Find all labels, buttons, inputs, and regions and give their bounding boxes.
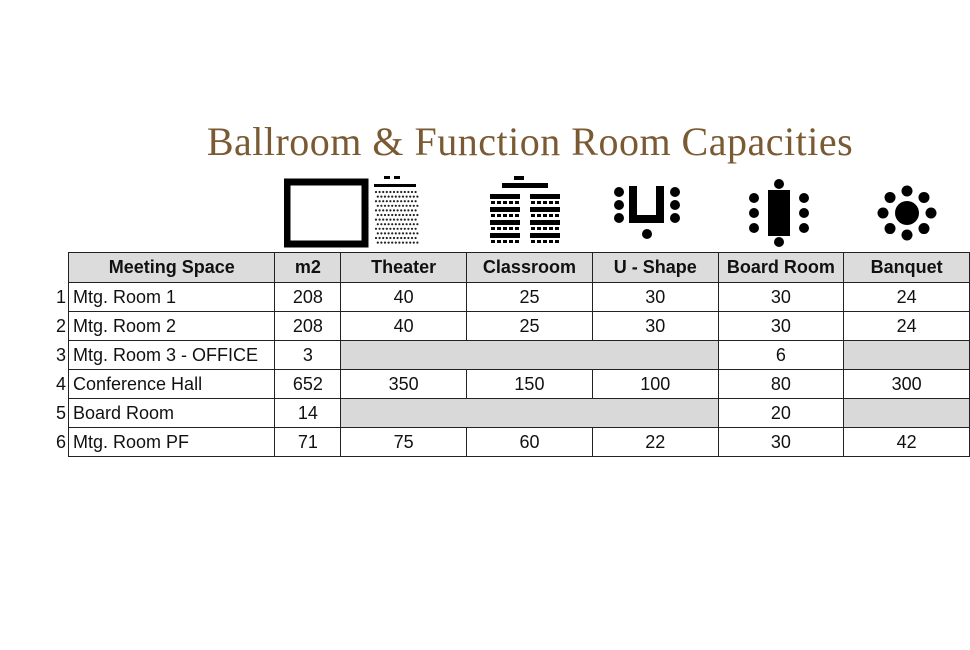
- classroom-layout-icon: [488, 176, 564, 246]
- row-number: 2: [55, 316, 66, 336]
- cell-name: Mtg. Room 3 - OFFICE: [69, 341, 275, 370]
- cell-u-shape: 30: [592, 283, 718, 312]
- page-title: Ballroom & Function Room Capacities: [206, 119, 854, 164]
- row-number: 1: [55, 287, 66, 307]
- cell-name: Mtg. Room PF: [69, 428, 275, 457]
- table-row: [69, 370, 970, 399]
- cell-banquet: 24: [844, 312, 970, 341]
- row-number: 4: [55, 374, 66, 394]
- header-m2: m2: [275, 253, 341, 283]
- cell-board-room: 6: [718, 341, 844, 370]
- cell-m2: 3: [275, 341, 341, 370]
- cell-classroom: 150: [467, 370, 593, 399]
- header-banquet: Banquet: [844, 253, 970, 283]
- table-row: [69, 341, 970, 370]
- cell-classroom: 25: [467, 312, 593, 341]
- cell-board-room: 30: [718, 428, 844, 457]
- cell-banquet: 300: [844, 370, 970, 399]
- cell-name: Conference Hall: [69, 370, 275, 399]
- cell-m2: 71: [275, 428, 341, 457]
- cell-not-available: [341, 341, 718, 370]
- table-header-row: [69, 253, 970, 283]
- header-theater: Theater: [341, 253, 467, 283]
- cell-board-room: 20: [718, 399, 844, 428]
- cell-u-shape: 30: [592, 312, 718, 341]
- cell-m2: 14: [275, 399, 341, 428]
- cell-theater: 75: [341, 428, 467, 457]
- cell-name: Mtg. Room 1: [69, 283, 275, 312]
- cell-name: Board Room: [69, 399, 275, 428]
- cell-m2: 208: [275, 312, 341, 341]
- cell-name: Mtg. Room 2: [69, 312, 275, 341]
- cell-classroom: 60: [467, 428, 593, 457]
- row-number: 6: [55, 432, 66, 452]
- cell-theater: 40: [341, 312, 467, 341]
- cell-m2: 208: [275, 283, 341, 312]
- cell-not-available: [844, 341, 970, 370]
- cell-theater: 40: [341, 283, 467, 312]
- header-meeting-space: Meeting Space: [69, 253, 275, 283]
- boardroom-layout-icon: [744, 178, 814, 248]
- header-u-shape: U - Shape: [592, 253, 718, 283]
- table-row: [69, 312, 970, 341]
- cell-m2: 652: [275, 370, 341, 399]
- capacity-table: [68, 252, 970, 457]
- header-classroom: Classroom: [467, 253, 593, 283]
- u-shape-layout-icon: [612, 183, 682, 241]
- cell-u-shape: 100: [592, 370, 718, 399]
- cell-banquet: 42: [844, 428, 970, 457]
- row-number: 5: [55, 403, 66, 423]
- header-board-room: Board Room: [718, 253, 844, 283]
- cell-banquet: 24: [844, 283, 970, 312]
- table-row: [69, 399, 970, 428]
- banquet-layout-icon: [874, 183, 940, 243]
- cell-board-room: 80: [718, 370, 844, 399]
- cell-board-room: 30: [718, 312, 844, 341]
- table-row: [69, 283, 970, 312]
- row-number: 3: [55, 345, 66, 365]
- cell-not-available: [844, 399, 970, 428]
- cell-classroom: 25: [467, 283, 593, 312]
- cell-not-available: [341, 399, 718, 428]
- theater-floorplan-icon: [284, 176, 436, 250]
- cell-board-room: 30: [718, 283, 844, 312]
- table-row: [69, 428, 970, 457]
- cell-theater: 350: [341, 370, 467, 399]
- cell-u-shape: 22: [592, 428, 718, 457]
